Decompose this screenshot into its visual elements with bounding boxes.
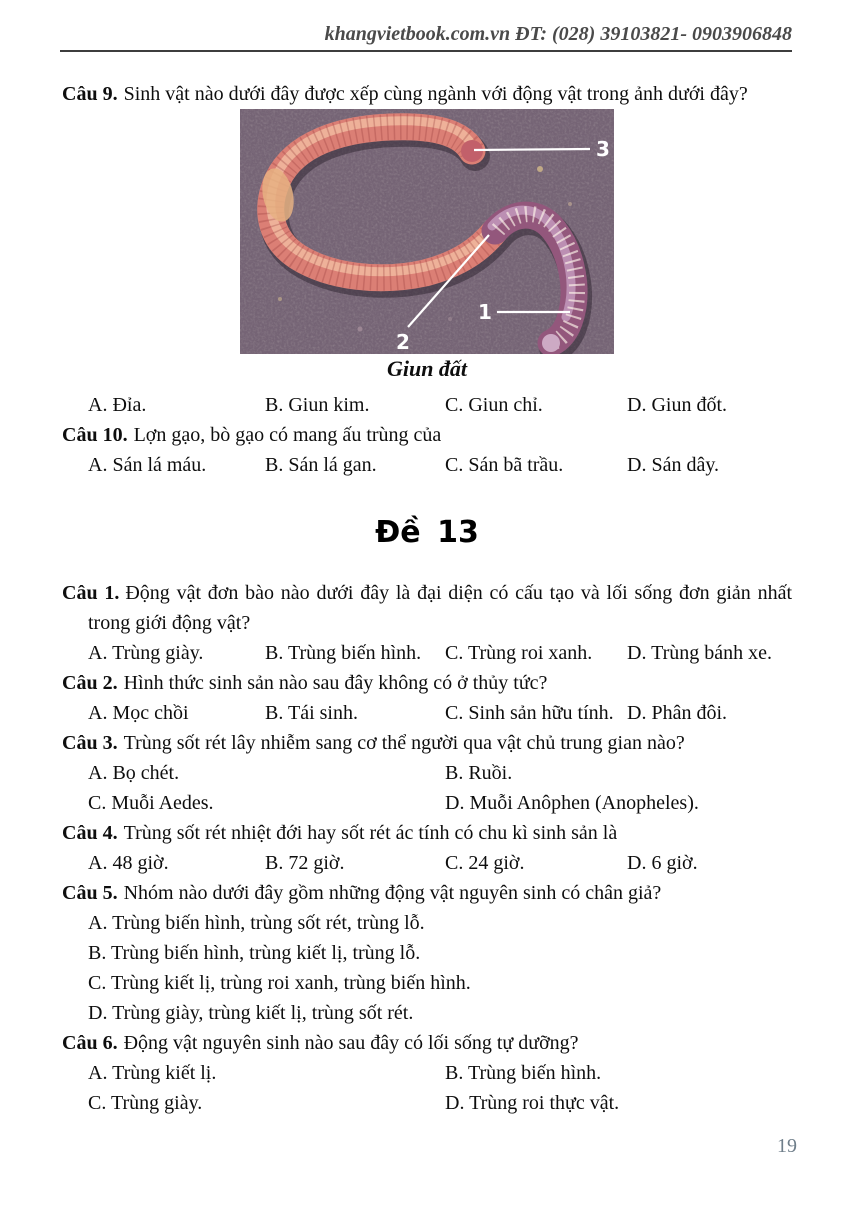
option: A. Bọ chét. (88, 762, 180, 784)
option: C. Sinh sản hữu tính. (445, 702, 614, 724)
option: A. Trùng biến hình, trùng sốt rét, trùng lỗ. (88, 912, 425, 934)
question-5 (62, 878, 792, 908)
option: B. Tái sinh. (265, 702, 358, 724)
question-9 (62, 79, 792, 109)
question-1 (62, 578, 792, 638)
option: A. Mọc chồi (88, 702, 189, 724)
option: D. Phân đôi. (627, 702, 727, 724)
option: C. Trùng giày. (88, 1092, 203, 1114)
option: C. 24 giờ. (445, 852, 525, 874)
figure-number-3: 3 (596, 137, 610, 161)
page-number: 19 (777, 1135, 797, 1157)
q3-options-row-2 (62, 788, 792, 818)
option: A. Đỉa. (88, 394, 147, 416)
question-number: Câu 4. (62, 822, 118, 844)
question-number: Câu 3. (62, 732, 118, 754)
question-text: Động vật nguyên sinh nào sau đây có lối sống tự dưỡng? (123, 1032, 579, 1054)
question-6 (62, 1028, 792, 1058)
q4-options-row (62, 848, 792, 878)
question-number: Câu 5. (62, 882, 118, 904)
q5-option-line (62, 938, 792, 968)
q6-options-row-2 (62, 1088, 792, 1118)
q6-options-row-1 (62, 1058, 792, 1088)
option: A. 48 giờ. (88, 852, 169, 874)
option: D. 6 giờ. (627, 852, 698, 874)
option: B. Ruồi. (445, 762, 513, 784)
worm-tail (542, 334, 560, 352)
page-content (62, 52, 792, 1118)
q3-options-row-1 (62, 758, 792, 788)
question-text: Nhóm nào dưới đây gồm những động vật nguyên sinh có chân giả? (123, 882, 662, 904)
pointer-line-3 (474, 149, 590, 150)
header-text: khangvietbook.com.vn ĐT: (028) 39103821- 0903906848 (324, 23, 792, 45)
option: B. Giun kim. (265, 394, 370, 416)
option: D. Trùng roi thực vật. (445, 1092, 620, 1114)
option: C. Sán bã trầu. (445, 454, 564, 476)
figure-number-2: 2 (396, 330, 410, 354)
earthworm-photo (240, 109, 614, 354)
question-text: Lợn gạo, bò gạo có mang ấu trùng của (133, 424, 442, 446)
option: B. 72 giờ. (265, 852, 345, 874)
option: D. Muỗi Anôphen (Anopheles). (445, 792, 699, 814)
option: D. Trùng giày, trùng kiết lị, trùng sốt rét. (88, 1002, 414, 1024)
q5-option-line (62, 968, 792, 998)
exam-title: Đề 13 (375, 515, 479, 550)
q1-options-row (62, 638, 792, 668)
q5-option-line (62, 998, 792, 1028)
option: D. Giun đốt. (627, 394, 727, 416)
question-10 (62, 420, 792, 450)
question-4 (62, 818, 792, 848)
option: A. Trùng giày. (88, 642, 204, 664)
option: D. Trùng bánh xe. (627, 642, 773, 664)
q5-option-line (62, 908, 792, 938)
q10-options-row (62, 450, 792, 480)
question-text: Trùng sốt rét lây nhiễm sang cơ thể người qua vật chủ trung gian nào? (123, 732, 685, 754)
question-number: Câu 6. (62, 1032, 118, 1054)
option: A. Trùng kiết lị. (88, 1062, 217, 1084)
figure-number-1: 1 (478, 300, 492, 324)
option: C. Giun chỉ. (445, 394, 543, 416)
question-number: Câu 2. (62, 672, 118, 694)
option: A. Sán lá máu. (88, 454, 207, 476)
earthworm-figure (240, 109, 614, 384)
question-text: Hình thức sinh sản nào sau đây không có ở thủy tức? (123, 672, 548, 694)
option: C. Muỗi Aedes. (88, 792, 214, 814)
option: D. Sán dây. (627, 454, 720, 476)
q2-options-row (62, 698, 792, 728)
question-number: Câu 10. (62, 424, 128, 446)
question-text: Động vật đơn bào nào dưới đây là đại diện có cấu tạo và lối sống đơn giản nhất trong giới động vật? (88, 582, 793, 634)
option: B. Trùng biến hình, trùng kiết lị, trùng lỗ. (88, 942, 421, 964)
option: B. Trùng biến hình. (265, 642, 422, 664)
question-2 (62, 668, 792, 698)
question-text: Trùng sốt rét nhiệt đới hay sốt rét ác tính có chu kì sinh sản là (123, 822, 618, 844)
option: C. Trùng roi xanh. (445, 642, 593, 664)
question-text: Sinh vật nào dưới đây được xếp cùng ngành với động vật trong ảnh dưới đây? (123, 83, 748, 105)
figure-caption: Giun đất (386, 356, 468, 381)
option: C. Trùng kiết lị, trùng roi xanh, trùng biến hình. (88, 972, 471, 994)
question-3 (62, 728, 792, 758)
question-number: Câu 1. (62, 582, 120, 604)
question-number: Câu 9. (62, 83, 118, 105)
q9-options-row (62, 390, 792, 420)
option: B. Sán lá gan. (265, 454, 377, 476)
option: B. Trùng biến hình. (445, 1062, 602, 1084)
